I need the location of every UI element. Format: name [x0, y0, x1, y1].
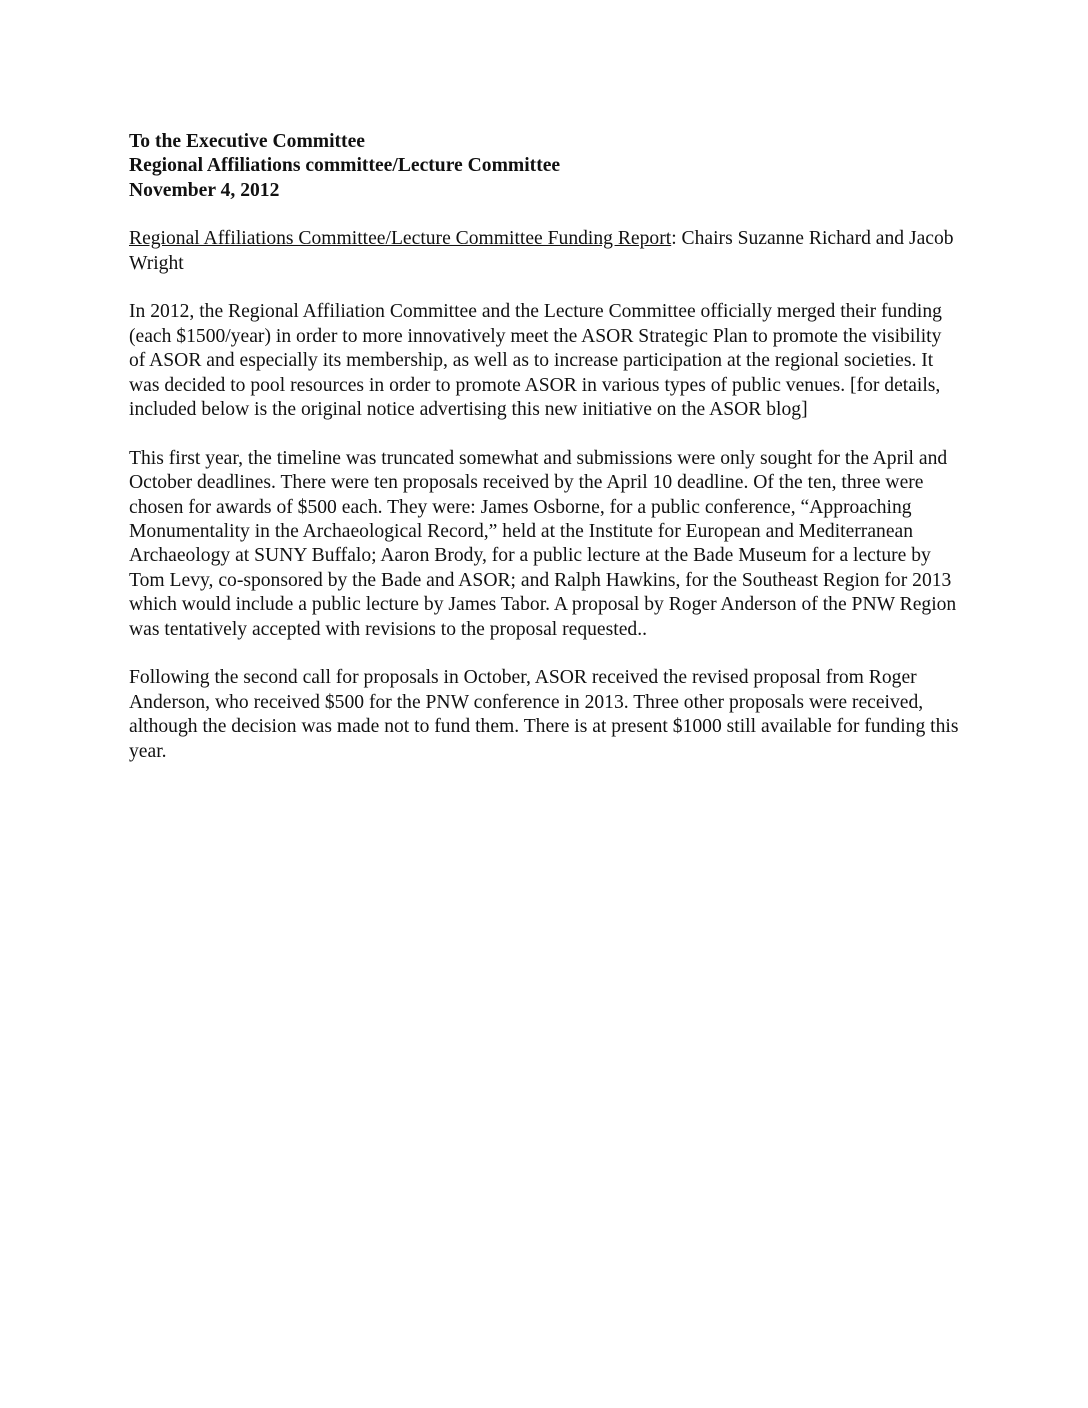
document-page — [129, 130, 959, 789]
body-paragraph-2: This first year, the timeline was truncated somewhat and submissions were only sought for the April and October deadlines. There were ten proposals received by the April 10 deadline. Of the ten, three were chosen for awards of $500 each. They were: James Osborne, for a public conference, “Approaching Monumentality in the Archaeological Record,” held at the Institute for European and Mediterranean Archaeology at SUNY Buffalo; Aaron Brody, for a public lecture at the Bade Museum for a lecture by Tom Levy, co-sponsored by the Bade and ASOR; and Ralph Hawkins, for the Southeast Region for 2013 which would include a public lecture by James Tabor. A proposal by Roger Anderson of the PNW Region was tentatively accepted with revisions to the proposal requested.. — [129, 447, 957, 640]
date-line: November 4, 2012 — [129, 179, 280, 201]
recipient-line: To the Executive Committee — [129, 131, 365, 152]
report-heading — [129, 227, 959, 276]
report-title: Regional Affiliations Committee/Lecture Committee Funding Report — [129, 228, 672, 250]
committee-line: Regional Affiliations committee/Lecture Committee — [129, 155, 561, 177]
body-paragraph-3: Following the second call for proposals in October, ASOR received the revised proposal from Roger Anderson, who received $500 for the PNW conference in 2013. Three other proposals were received, although the decision was made not to fund them. There is at present $1000 still available for funding this year. — [129, 667, 959, 762]
body-paragraph-1: In 2012, the Regional Affiliation Committee and the Lecture Committee officially merged their funding (each $1500/year) in order to more innovatively meet the ASOR Strategic Plan to promote the visibility of ASOR and especially its membership, as well as to increase participation at the regional societies. It was decided to pool resources in order to promote ASOR in various types of public venues. [for details, included below is the original notice advertising this new initiative on the ASOR blog] — [129, 301, 942, 421]
report-chairs: : Chairs Suzanne Richard and Jacob Wright — [129, 228, 954, 274]
memo-header — [129, 130, 959, 203]
